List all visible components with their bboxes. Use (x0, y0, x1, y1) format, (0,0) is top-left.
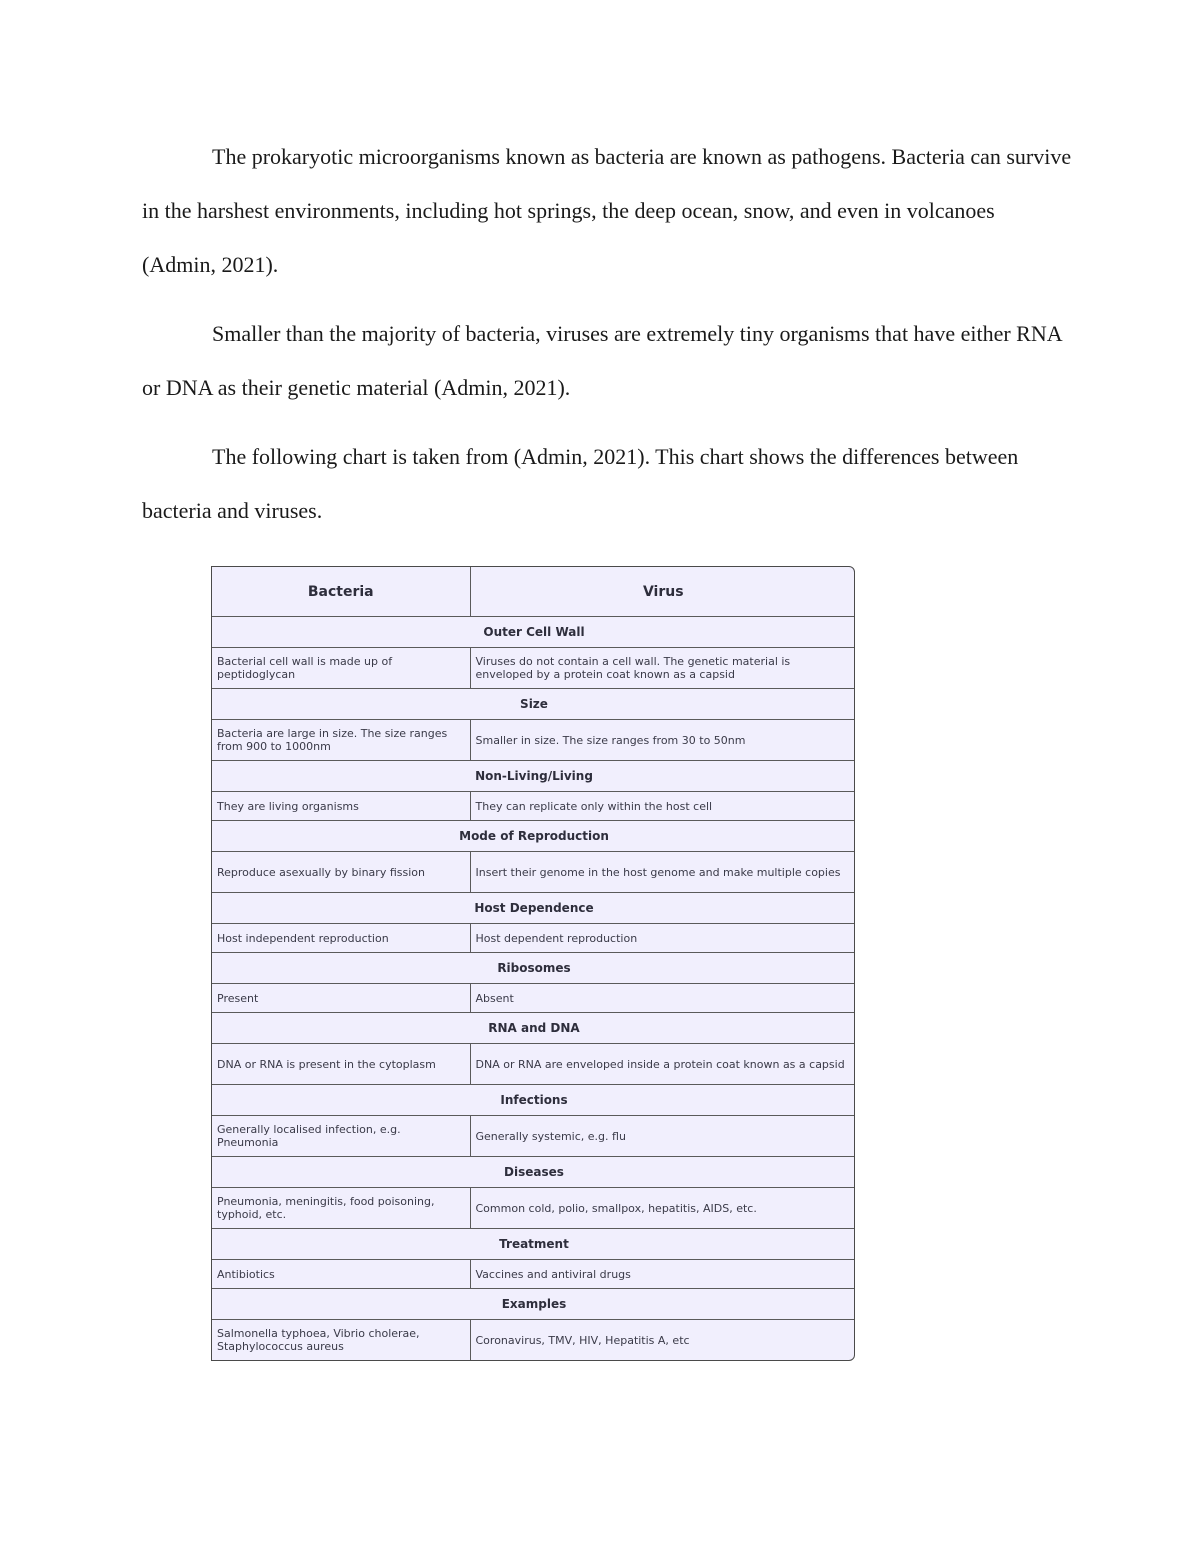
bacteria-cell: They are living organisms (212, 792, 470, 821)
paragraph-chart-intro: The following chart is taken from (Admin, 2021). This chart shows the differences between bacteria and viruses. (142, 444, 1019, 523)
bacteria-virus-table (212, 567, 855, 1360)
section-title: Treatment (212, 1229, 855, 1260)
virus-cell: Viruses do not contain a cell wall. The genetic material is enveloped by a protein coat known as a capsid (470, 648, 855, 689)
table-header-row (212, 567, 855, 617)
section-row (212, 821, 855, 852)
table-row (212, 852, 855, 893)
virus-cell: Vaccines and antiviral drugs (470, 1260, 855, 1289)
section-title: Size (212, 689, 855, 720)
table-row (212, 1044, 855, 1085)
section-row (212, 1289, 855, 1320)
section-title: Examples (212, 1289, 855, 1320)
section-title: Host Dependence (212, 893, 855, 924)
virus-cell: Host dependent reproduction (470, 924, 855, 953)
virus-cell: They can replicate only within the host cell (470, 792, 855, 821)
virus-cell: Smaller in size. The size ranges from 30 to 50nm (470, 720, 855, 761)
bacteria-cell: Antibiotics (212, 1260, 470, 1289)
table-row (212, 1116, 855, 1157)
section-row (212, 1085, 855, 1116)
column-header-virus: Virus (470, 567, 855, 617)
section-title: Non-Living/Living (212, 761, 855, 792)
bacteria-cell: Pneumonia, meningitis, food poisoning, typhoid, etc. (212, 1188, 470, 1229)
section-title: RNA and DNA (212, 1013, 855, 1044)
section-row (212, 1157, 855, 1188)
paragraph-virus-intro: Smaller than the majority of bacteria, viruses are extremely tiny organisms that have either RNA or DNA as their genetic material (Admin, 2021). (142, 321, 1062, 400)
virus-cell: Generally systemic, e.g. flu (470, 1116, 855, 1157)
bacteria-cell: Present (212, 984, 470, 1013)
section-title: Diseases (212, 1157, 855, 1188)
bacteria-cell: Host independent reproduction (212, 924, 470, 953)
table-row (212, 792, 855, 821)
section-row (212, 761, 855, 792)
section-row (212, 689, 855, 720)
virus-cell: DNA or RNA are enveloped inside a protein coat known as a capsid (470, 1044, 855, 1085)
bacteria-cell: DNA or RNA is present in the cytoplasm (212, 1044, 470, 1085)
paragraph-bacteria-intro: The prokaryotic microorganisms known as bacteria are known as pathogens. Bacteria can survive in the harshest environments, including hot springs, the deep ocean, snow, and even in volcanoes (Admin, 2021). (142, 144, 1072, 277)
bacteria-cell: Generally localised infection, e.g. Pneumonia (212, 1116, 470, 1157)
section-row (212, 1229, 855, 1260)
section-title: Mode of Reproduction (212, 821, 855, 852)
section-title: Infections (212, 1085, 855, 1116)
column-header-bacteria: Bacteria (212, 567, 470, 617)
section-title: Ribosomes (212, 953, 855, 984)
comparison-table-image (211, 566, 855, 1361)
section-row (212, 893, 855, 924)
table-row (212, 924, 855, 953)
bacteria-cell: Reproduce asexually by binary fission (212, 852, 470, 893)
section-row (212, 953, 855, 984)
section-title: Outer Cell Wall (212, 617, 855, 648)
bacteria-cell: Salmonella typhoea, Vibrio cholerae, Staphylococcus aureus (212, 1320, 470, 1361)
table-row (212, 984, 855, 1013)
table-row (212, 1320, 855, 1361)
virus-cell: Coronavirus, TMV, HIV, Hepatitis A, etc (470, 1320, 855, 1361)
virus-cell: Absent (470, 984, 855, 1013)
bacteria-cell: Bacteria are large in size. The size ranges from 900 to 1000nm (212, 720, 470, 761)
table-row (212, 1260, 855, 1289)
table-row (212, 720, 855, 761)
section-row (212, 617, 855, 648)
table-row (212, 648, 855, 689)
table-body (212, 617, 855, 1361)
table-row (212, 1188, 855, 1229)
section-row (212, 1013, 855, 1044)
virus-cell: Common cold, polio, smallpox, hepatitis, AIDS, etc. (470, 1188, 855, 1229)
virus-cell: Insert their genome in the host genome and make multiple copies (470, 852, 855, 893)
bacteria-cell: Bacterial cell wall is made up of peptidoglycan (212, 648, 470, 689)
